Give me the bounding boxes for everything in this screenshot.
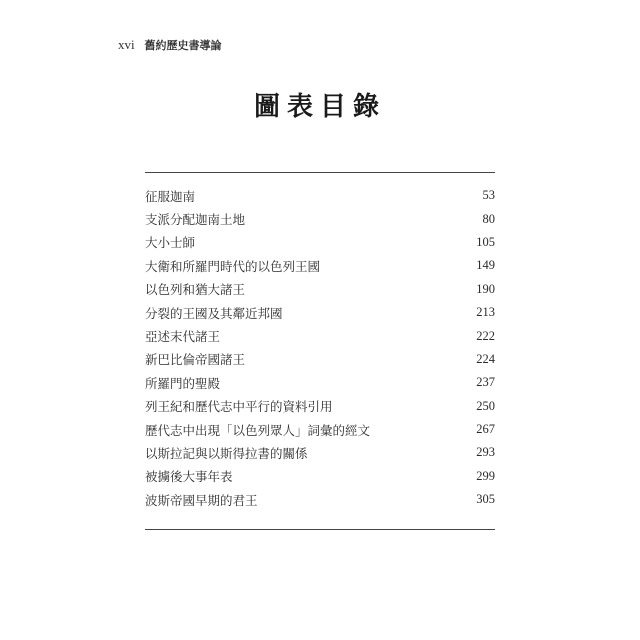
list-item	[145, 184, 495, 207]
entry-label: 列王紀和歷代志中平行的資料引用	[145, 399, 333, 415]
entry-label: 大衛和所羅門時代的以色列王國	[145, 258, 321, 274]
entry-label: 大小士師	[145, 235, 196, 251]
entry-label: 征服迦南	[145, 188, 196, 204]
entry-label: 所羅門的聖殿	[145, 375, 221, 391]
list-item	[145, 207, 495, 230]
list-item	[145, 348, 495, 371]
entry-label: 歷代志中出現「以色列眾人」詞彙的經文	[145, 422, 371, 438]
entry-page: 105	[476, 234, 495, 249]
entry-page: 53	[482, 188, 495, 203]
list-item	[145, 278, 495, 301]
entry-label: 亞述末代諸王	[145, 329, 221, 345]
book-title: 舊約歷史書導論	[144, 39, 222, 52]
list-item	[145, 395, 495, 418]
list-item	[145, 441, 495, 464]
entry-label: 新巴比倫帝國諸王	[145, 352, 246, 368]
entry-page: 80	[482, 211, 495, 226]
list-item	[145, 231, 495, 254]
top-rule	[145, 172, 495, 173]
list-item	[145, 301, 495, 324]
entry-page: 293	[476, 445, 495, 460]
list-item	[145, 465, 495, 488]
entry-label: 以斯拉記與以斯得拉書的關係	[145, 445, 308, 461]
list-item	[145, 324, 495, 347]
entry-page: 190	[476, 281, 495, 296]
page-number: xvi	[118, 37, 135, 52]
list-item	[145, 254, 495, 277]
entry-label: 被擄後大事年表	[145, 469, 233, 485]
list-item	[145, 418, 495, 441]
entry-label: 波斯帝國早期的君王	[145, 492, 258, 508]
entry-page: 237	[476, 375, 495, 390]
entry-page: 305	[476, 492, 495, 507]
entry-label: 支派分配迦南土地	[145, 212, 246, 228]
entry-page: 213	[476, 305, 495, 320]
list-item	[145, 488, 495, 511]
entry-page: 222	[476, 328, 495, 343]
entry-label: 分裂的王國及其鄰近邦國	[145, 305, 283, 321]
table-of-figures	[145, 184, 495, 511]
entry-label: 以色列和猶大諸王	[145, 282, 246, 298]
page-title: 圖表目錄	[253, 92, 386, 122]
list-item	[145, 371, 495, 394]
entry-page: 267	[476, 422, 495, 437]
entry-page: 149	[476, 258, 495, 273]
entry-page: 224	[476, 351, 495, 366]
entry-page: 299	[476, 468, 495, 483]
entry-page: 250	[476, 398, 495, 413]
running-header	[118, 37, 221, 53]
bottom-rule	[145, 529, 495, 530]
